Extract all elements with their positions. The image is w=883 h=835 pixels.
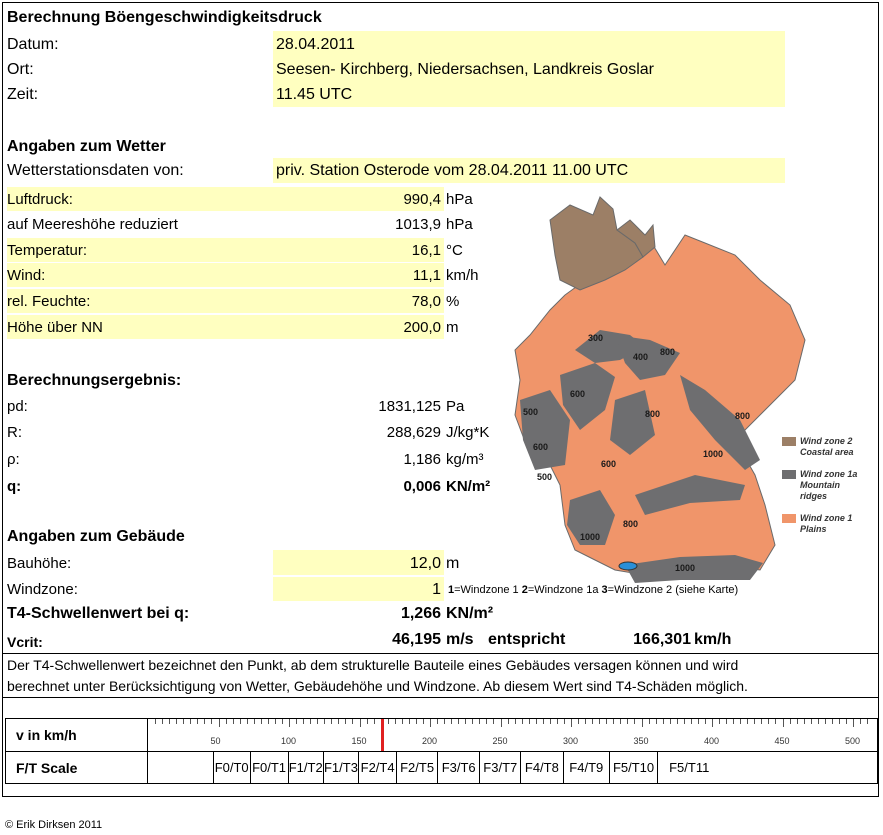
ft-cell: F0/T0	[213, 752, 250, 784]
scale-tick	[663, 719, 664, 724]
weather-row-label: Temperatur:	[7, 242, 88, 259]
result-row-label: pd:	[7, 398, 28, 415]
vcrit-marker	[381, 719, 384, 751]
scale-tick	[860, 719, 861, 724]
map-label: 1000	[675, 563, 696, 573]
scale-tick	[190, 719, 191, 724]
scale-tick	[571, 719, 572, 727]
map-label: 800	[735, 411, 751, 421]
scale-tick	[599, 719, 600, 724]
legend-plains-text	[800, 513, 852, 535]
scale-tick	[515, 719, 516, 724]
map-label: 1000	[703, 449, 724, 459]
scale-tick	[867, 719, 868, 724]
page-title: Berechnung Böengeschwindigkeitsdruck	[7, 9, 322, 26]
scale-tick	[627, 719, 628, 724]
windzone-map	[505, 185, 875, 605]
legend-coastal-line1: Wind zone 2	[800, 436, 853, 446]
legend-mountain-text	[800, 469, 857, 502]
legend-mountain-line2: Mountain	[800, 480, 840, 490]
legend-coastal-line2: Coastal area	[800, 447, 854, 457]
scale-tick	[155, 719, 156, 724]
divider-bottom	[2, 697, 879, 698]
scale-tick	[578, 719, 579, 724]
scale-tick	[233, 719, 234, 724]
tick-label: 150	[351, 736, 367, 746]
weather-row-label: Höhe über NN	[7, 319, 103, 336]
scale-tick	[634, 719, 635, 724]
scale-tick	[698, 719, 699, 724]
scale-tick	[289, 719, 290, 727]
scale-tick	[656, 719, 657, 724]
scale-tick	[268, 719, 269, 724]
station-value: priv. Station Osterode vom 28.04.2011 11.00 UTC	[276, 162, 629, 179]
threshold-value: 1,266	[400, 605, 441, 622]
vcrit-unit: m/s	[446, 631, 474, 648]
legend-mountain-line3: ridges	[800, 491, 828, 501]
ft-cell: F2/T5	[396, 752, 437, 784]
weather-row-value: 990,4	[403, 191, 441, 208]
scale-tick	[395, 719, 396, 724]
map-label: 800	[660, 347, 676, 357]
map-label: 400	[633, 352, 649, 362]
scale-tick	[846, 719, 847, 724]
windzone-note-a: 1	[448, 584, 455, 596]
scale-tick	[620, 719, 621, 724]
scale-tick	[529, 719, 530, 724]
weather-heading: Angaben zum Wetter	[7, 138, 166, 155]
description-line2: berechnet unter Berücksichtigung von Wetter, Gebäudehöhe und Windzone. Ab diesem Wert sind T4-Schäden möglich.	[7, 678, 748, 694]
scale-tick	[247, 719, 248, 724]
zeit-value: 11.45 UTC	[276, 86, 353, 103]
zeit-label: Zeit:	[7, 86, 39, 103]
weather-row-unit: °C	[446, 242, 463, 259]
threshold-label: T4-Schwellenwert bei q:	[7, 605, 190, 622]
scale-tick	[162, 719, 163, 724]
scale-tick	[409, 719, 410, 724]
ft-cell: F2/T4	[358, 752, 396, 784]
windzone-note-a-text: =Windzone 1	[454, 584, 522, 596]
scale-tick	[649, 719, 650, 724]
result-q-value: 0,006	[403, 478, 441, 495]
scale-tick	[261, 719, 262, 724]
scale-tick	[740, 719, 741, 724]
scale-tick	[331, 719, 332, 724]
scale-tick	[564, 719, 565, 724]
scale-tick	[472, 719, 473, 724]
result-row-value: 288,629	[386, 424, 441, 441]
result-row-unit: Pa	[446, 398, 465, 415]
map-label: 800	[645, 409, 661, 419]
weather-row-value: 11,1	[412, 267, 441, 284]
scale-tick	[719, 719, 720, 724]
ft-cell: F5/T10	[609, 752, 657, 784]
ort-value: Seesen- Kirchberg, Niedersachsen, Landkreis Goslar	[276, 61, 654, 78]
datum-value: 28.04.2011	[276, 36, 355, 53]
ft-label: F/T Scale	[16, 760, 78, 776]
scale-tick	[839, 719, 840, 724]
scale-tick	[352, 719, 353, 724]
scale-tick	[790, 719, 791, 724]
scale-tick	[219, 719, 220, 727]
scale-tick	[522, 719, 523, 724]
results-heading: Berechnungsergebnis:	[7, 372, 182, 389]
ft-cell: F3/T6	[437, 752, 479, 784]
scale-tick	[197, 719, 198, 724]
scale-tick	[733, 719, 734, 724]
legend-mountain-line1: Wind zone 1a	[800, 469, 858, 479]
scale-tick	[853, 719, 854, 727]
map-label: 600	[533, 442, 549, 452]
scale-tick	[797, 719, 798, 724]
result-row-unit: J/kg*K	[446, 424, 490, 441]
scale-tick	[557, 719, 558, 724]
scale-tick	[338, 719, 339, 724]
result-row-label: R:	[7, 424, 22, 441]
windzone-label: Windzone:	[7, 581, 78, 598]
map-lake	[619, 562, 637, 570]
map-label: 300	[588, 333, 604, 343]
scale-tick	[818, 719, 819, 724]
description-line1: Der T4-Schwellenwert bezeichnet den Punkt, ab dem strukturelle Bauteile eines Gebäudes versagen können und wird	[7, 657, 739, 673]
scale-tick	[479, 719, 480, 724]
scale-tick	[585, 719, 586, 724]
scale-tick	[310, 719, 311, 724]
map-label: 500	[537, 472, 553, 482]
scale-tick	[324, 719, 325, 724]
scale-tick	[677, 719, 678, 724]
equiv-value: 166,301	[633, 631, 691, 648]
scale-tick	[374, 719, 375, 724]
scale-tick	[444, 719, 445, 724]
equiv-unit: km/h	[694, 631, 732, 648]
ft-cell: F5/T11	[657, 752, 720, 784]
weather-row-unit: km/h	[446, 267, 479, 284]
weather-row-value: 1013,9	[395, 216, 441, 233]
result-row-value: 1831,125	[378, 398, 441, 415]
scale-tick	[465, 719, 466, 724]
scale-tick	[501, 719, 502, 727]
bauhoehe-label: Bauhöhe:	[7, 555, 72, 572]
ft-cell: F1/T2	[288, 752, 323, 784]
legend-coastal-text	[800, 436, 854, 458]
equiv-label: entspricht	[488, 631, 566, 648]
threshold-unit: KN/m²	[446, 605, 494, 622]
scale-tick	[388, 719, 389, 724]
scale-tick	[550, 719, 551, 724]
scale-tick	[536, 719, 537, 724]
scale-tick	[240, 719, 241, 724]
scale-tick	[204, 719, 205, 724]
windzone-note-c: 3	[601, 584, 608, 596]
map-label: 600	[601, 459, 617, 469]
weather-row-unit: hPa	[446, 216, 473, 233]
scale-tick	[832, 719, 833, 724]
weather-row-value: 200,0	[403, 319, 441, 336]
ft-cell: F4/T8	[520, 752, 562, 784]
scale-tick	[254, 719, 255, 724]
result-row-value: 1,186	[403, 451, 441, 468]
result-row-unit: kg/m³	[446, 451, 484, 468]
tick-label: 450	[774, 736, 790, 746]
scale-tick	[783, 719, 784, 727]
tick-label: 50	[210, 736, 221, 746]
scale-tick	[726, 719, 727, 724]
weather-row-value: 16,1	[411, 242, 441, 259]
windzone-note-c-text: =Windzone 2 (siehe Karte)	[607, 584, 739, 596]
ft-cell: F0/T1	[250, 752, 288, 784]
weather-row-label: auf Meereshöhe reduziert	[7, 216, 178, 233]
map-label: 600	[570, 389, 586, 399]
bauhoehe-unit: m	[446, 555, 460, 572]
scale-tick	[423, 719, 424, 724]
legend-coastal-swatch	[782, 437, 796, 446]
scale-tick	[275, 719, 276, 724]
scale-tick	[493, 719, 494, 724]
weather-row-label: Luftdruck:	[7, 191, 73, 208]
weather-row-value: 78,0	[411, 293, 441, 310]
scale-tick	[360, 719, 361, 727]
scale-label-divider	[147, 719, 148, 783]
scale-tick	[775, 719, 776, 724]
scale-tick	[226, 719, 227, 724]
tick-label: 100	[281, 736, 297, 746]
scale-tick	[176, 719, 177, 724]
windzone-note-b: 2	[521, 584, 528, 596]
result-q-unit: KN/m²	[446, 478, 491, 495]
ft-cell: F3/T7	[479, 752, 520, 784]
scale-tick	[402, 719, 403, 724]
bauhoehe-value[interactable]: 12,0	[409, 555, 441, 572]
ort-label: Ort:	[7, 61, 34, 78]
scale-tick	[183, 719, 184, 724]
map-label: 1000	[580, 532, 601, 542]
scale-tick	[768, 719, 769, 724]
scale-tick	[811, 719, 812, 724]
scale-tick	[430, 719, 431, 727]
vcrit-value: 46,195	[392, 631, 441, 648]
v-label: v in km/h	[16, 727, 77, 743]
legend-plains-line2: Plains	[800, 524, 827, 534]
map-label: 500	[523, 407, 539, 417]
tick-label: 200	[422, 736, 438, 746]
datum-label: Datum:	[7, 36, 59, 53]
scale-tick	[543, 719, 544, 724]
scale-tick	[296, 719, 297, 724]
scale-tick	[804, 719, 805, 724]
tick-label: 300	[563, 736, 579, 746]
windzone-value[interactable]: 1	[432, 581, 441, 598]
footer-copyright: © Erik Dirksen 2011	[5, 819, 103, 831]
station-label: Wetterstationsdaten von:	[7, 162, 184, 179]
legend-plains-line1: Wind zone 1	[800, 513, 853, 523]
scale-tick	[416, 719, 417, 724]
scale-tick	[317, 719, 318, 724]
scale-tick	[747, 719, 748, 724]
scale-tick	[458, 719, 459, 724]
tick-label: 400	[704, 736, 720, 746]
ft-scale	[5, 718, 878, 784]
weather-row-unit: %	[446, 293, 460, 310]
scale-tick	[606, 719, 607, 724]
scale-tick	[705, 719, 706, 724]
scale-tick	[712, 719, 713, 727]
scale-tick	[282, 719, 283, 724]
weather-row-label: Wind:	[7, 267, 46, 284]
scale-tick	[211, 719, 212, 724]
tick-label: 250	[492, 736, 508, 746]
weather-row-unit: hPa	[446, 191, 473, 208]
tick-label: 500	[845, 736, 861, 746]
scale-tick	[345, 719, 346, 724]
ft-cell: F4/T9	[563, 752, 610, 784]
scale-tick	[613, 719, 614, 724]
scale-tick	[303, 719, 304, 724]
scale-tick	[684, 719, 685, 724]
scale-tick	[754, 719, 755, 724]
map-label: 800	[623, 519, 639, 529]
tick-label: 350	[633, 736, 649, 746]
vcrit-label: Vcrit:	[7, 634, 43, 650]
legend-mountain-swatch	[782, 470, 796, 479]
divider-top	[2, 653, 879, 654]
building-heading: Angaben zum Gebäude	[7, 528, 185, 545]
scale-tick	[451, 719, 452, 724]
windzone-note-b-text: =Windzone 1a	[527, 584, 602, 596]
result-row-label: ρ:	[7, 451, 20, 468]
scale-tick	[508, 719, 509, 724]
scale-tick	[592, 719, 593, 724]
result-q-label: q:	[7, 478, 22, 495]
ft-cell: F1/T3	[323, 752, 358, 784]
scale-tick	[486, 719, 487, 724]
scale-tick	[670, 719, 671, 724]
scale-tick	[825, 719, 826, 724]
scale-tick	[642, 719, 643, 727]
scale-tick	[367, 719, 368, 724]
legend-plains-swatch	[782, 514, 796, 523]
scale-tick	[691, 719, 692, 724]
weather-row-label: rel. Feuchte:	[7, 293, 91, 310]
scale-tick	[437, 719, 438, 724]
scale-tick	[169, 719, 170, 724]
weather-row-unit: m	[446, 319, 459, 336]
scale-tick	[761, 719, 762, 724]
